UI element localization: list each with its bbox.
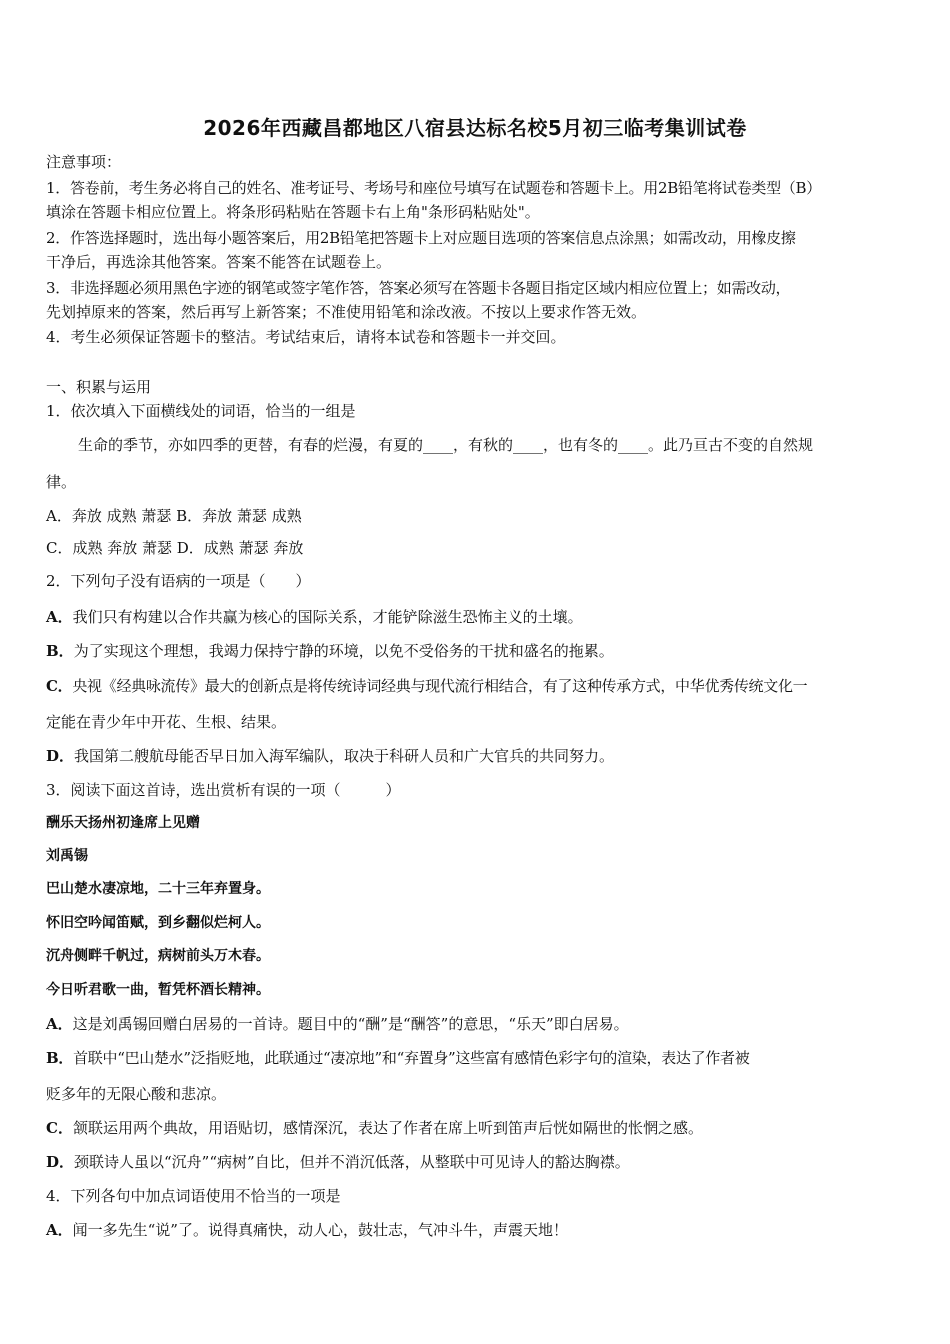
- poem-line: 沉舟侧畔千帆过，病树前头万木春。: [46, 948, 270, 964]
- section-heading: 一、积累与运用: [46, 378, 152, 396]
- question-2-option-c-cont: 定能在青少年中开花、生根、结果。: [46, 713, 287, 731]
- question-2-option-d: D．我国第二艘航母能否早日加入海军编队，取决于科研人员和广大官兵的共同努力。: [46, 747, 615, 765]
- notice-line: 干净后，再选涂其他答案。答案不能答在试题卷上。: [46, 253, 392, 271]
- question-1-passage: 生命的季节，亦如四季的更替，有春的烂漫，有夏的____，有秋的____，也有冬的____。此乃亘古不变的自然规: [78, 436, 814, 454]
- poem-author: 刘禹锡: [46, 848, 88, 864]
- question-1-stem: 1．依次填入下面横线处的词语，恰当的一组是: [46, 402, 356, 420]
- question-4-option-a: A．闻一多先生“说”了。说得真痛快，动人心，鼓壮志，气冲斗牛，声震天地！: [46, 1221, 568, 1239]
- option-letter: B．: [46, 642, 74, 660]
- notice-line: 填涂在答题卡相应位置上。将条形码粘贴在答题卡右上角"条形码粘贴处"。: [46, 203, 540, 221]
- poem-line: 怀旧空吟闻笛赋，到乡翻似烂柯人。: [46, 915, 270, 931]
- notice-line: 4．考生必须保证答题卡的整洁。考试结束后，请将本试卷和答题卡一并交回。: [46, 328, 566, 346]
- poem-line: 今日听君歌一曲，暂凭杯酒长精神。: [46, 982, 270, 998]
- question-3-option-c: C．颔联运用两个典故，用语贴切，感情深沉，表达了作者在席上听到笛声后恍如隔世的怅惘之感。: [46, 1119, 703, 1137]
- question-3-stem: 3．阅读下面这首诗，选出赏析有误的一项（ ）: [46, 781, 401, 799]
- option-letter: A．: [46, 1221, 73, 1239]
- page-title: 2026年西藏昌都地区八宿县达标名校5月初三临考集训试卷: [203, 116, 747, 140]
- option-letter: D．: [46, 1153, 75, 1171]
- poem-line: 巴山楚水凄凉地，二十三年弃置身。: [46, 881, 270, 897]
- question-1-options: C．成熟 奔放 萧瑟 D．成熟 萧瑟 奔放: [46, 539, 304, 557]
- question-3-option-a: A．这是刘禹锡回赠白居易的一首诗。题目中的“酬”是“酬答”的意思，“乐天”即白居易。: [46, 1015, 629, 1033]
- poem-title: 酬乐天扬州初逢席上见赠: [46, 815, 200, 831]
- option-letter: A．: [46, 1015, 73, 1033]
- question-1-options: A．奔放 成熟 萧瑟 B．奔放 萧瑟 成熟: [46, 507, 302, 525]
- question-2-option-a: A．我们只有构建以合作共赢为核心的国际关系，才能铲除滋生恐怖主义的土壤。: [46, 608, 583, 626]
- notice-line: 2．作答选择题时，选出每小题答案后，用2B铅笔把答题卡上对应题目选项的答案信息点涂黑；如需改动，用橡皮擦: [46, 229, 796, 247]
- option-letter: C．: [46, 677, 73, 695]
- question-2-option-c: C．央视《经典咏流传》最大的创新点是将传统诗词经典与现代流行相结合，有了这种传承方式，中华优秀传统文化一: [46, 677, 808, 695]
- question-2-stem: 2．下列句子没有语病的一项是（ ）: [46, 572, 311, 590]
- question-1-passage-cont: 律。: [46, 473, 77, 491]
- option-letter: A．: [46, 608, 73, 626]
- notice-line: 1．答卷前，考生务必将自己的姓名、准考证号、考场号和座位号填写在试题卷和答题卡上。用2B铅笔将试卷类型（B）: [46, 179, 821, 197]
- question-3-option-b-cont: 贬多年的无限心酸和悲凉。: [46, 1085, 227, 1103]
- question-3-option-b: B．首联中“巴山楚水”泛指贬地，此联通过“凄凉地”和“弃置身”这些富有感情色彩字句的渲染，表达了作者被: [46, 1049, 750, 1067]
- notice-heading: 注意事项：: [46, 153, 122, 171]
- option-letter: C．: [46, 1119, 73, 1137]
- question-4-stem: 4．下列各句中加点词语使用不恰当的一项是: [46, 1187, 341, 1205]
- question-3-option-d: D．颈联诗人虽以“沉舟”“病树”自比，但并不消沉低落，从整联中可见诗人的豁达胸襟。: [46, 1153, 630, 1171]
- option-letter: D．: [46, 747, 75, 765]
- question-2-option-b: B．为了实现这个理想，我竭力保持宁静的环境，以免不受俗务的干扰和盛名的拖累。: [46, 642, 614, 660]
- option-letter: B．: [46, 1049, 74, 1067]
- notice-line: 先划掉原来的答案，然后再写上新答案；不准使用铅笔和涂改液。不按以上要求作答无效。: [46, 303, 647, 321]
- notice-line: 3．非选择题必须用黑色字迹的钢笔或签字笔作答，答案必须写在答题卡各题目指定区域内相应位置上；如需改动，: [46, 279, 791, 297]
